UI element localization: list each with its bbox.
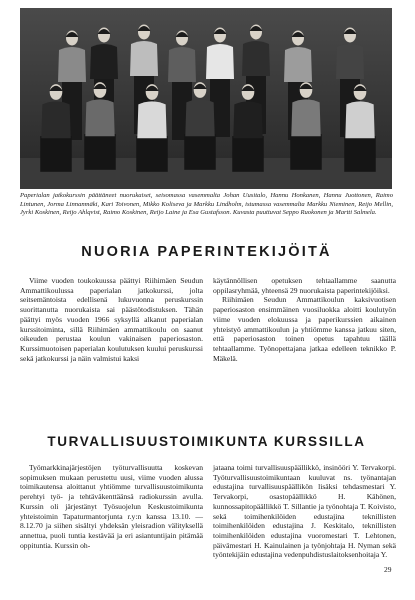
article2-column-right (213, 463, 396, 560)
article-title-young-papermakers: NUORIA PAPERINTEKIJÖITÄ (81, 244, 332, 260)
article1-column-left (20, 276, 203, 363)
paragraph: Riihimäen Seudun Ammattikoulun kaksivuotisen paperiosaston ensimmäinen vuosiluokka aloitti koulutyön viime vuoden elokuussa ja paperikurssien aikainen yhteistyö ammattikoulun ja yhtiömme kanssa jatkuu siten, että paperiosaston toinen opetus tapahtuu täällä tehtaallamme. Työnopettajana jatkaa edelleen teknikko P. Mäkelä. (213, 295, 396, 363)
paragraph: käytännöllisen opetuksen tehtaallamme saanutta oppilasryhmää, yhteensä 29 nuorukaista paperintekijöiksi. (213, 276, 396, 295)
page-number: 29 (384, 565, 392, 574)
article-title-safety-committee: TURVALLISUUSTOIMIKUNTA KURSSILLA (47, 434, 366, 449)
photo-caption: Paperialan jatkokurssin päättäneet nuorukaiset, seisomassa vasemmalta Johan Uusitalo, Hannu Honkanen, Hannu Juottonen, Raimo Lintunen, Jorma Linnanmäki, Kari Toivonen, Mikko Koliseva ja Markku Lindholm, istumassa vasemmalta Markku Nieminen, Reijo Mellin, Jyrki Koskinen, Reijo Ahlqvist, Raimo Koskinen, Reijo Laine ja Esa Gustafsson. Kuvasta puuttuvat Seppo Ruokonen ja Martti Salmela. (20, 192, 393, 217)
article2-column-left (20, 463, 203, 550)
article1-column-right (213, 276, 396, 363)
paragraph: jataana toimi turvallisuuspäällikkö, insinööri Y. Tervakorpi. Työturvallisuustoimikuntaan kuuluvat ns. työnantajan edustajina turvallisuuspäällikön lisäksi tehdasmestari Y. Tervakorpi, osastopäällikkö H. Kähönen, kunnossapitopäällikkö T. Sillantie ja työnohtaja T. Koivisto, sekä toimihenkilöiden edustajina teknillisten toimihenkilöiden edustajina J. Keskitalo, teknillisten toimihenkilöiden edustajina vuoromestari T. Lehtonen, päivämestari H. Kainulainen ja työnjohtaja H. Nyman sekä työntekijäin edustajina vedenpuhdistuslaitoksenhoitaja Y. (213, 463, 396, 560)
paragraph: Viime vuoden toukokuussa päättyi Riihimäen Seudun Ammattikoulussa paperialan jatkokurssi, jolta seitsemäntoista edellisenä lukuvuonna peruskurssin suorittanutta nuorukaista sai päästötodistuksen. Tähän päättyi myös vuoden 1966 syksyllä alkanut paperialan kurssitoiminta, sillä Riihimäen ammattikoulu on saanut oikeuden perustaa koulun vakinaisen paperiosaston. Kurssimuotoisen paperialan koulutuksen kuului peruskurssi sekä jatkokurssi ja näin valmistui kaksi (20, 276, 203, 363)
group-photo (20, 8, 392, 189)
paragraph: Työmarkkinajärjestöjen työturvallisuutta koskevan sopimuksen mukaan perustettu uusi, viime vuoden alussa toimikautensa aloittanut yhtiömme turvallisuustoimikunta perehtyi työ- ja tehtäväkenttäänsä radiokurssin avulla. Kurssin oli järjestänyt Työsuojelun Keskustoimikunta yhteistoimin Tapaturmantorjunta r.y:n kanssa 13.10. — 8.12.70 ja siihen sisältyi yhdeksän yleisradion välityksellä annettua, puoli tuntia kestävää ja eri asiantuntijain pitämää oppituntia. Kurssin oh- (20, 463, 203, 550)
